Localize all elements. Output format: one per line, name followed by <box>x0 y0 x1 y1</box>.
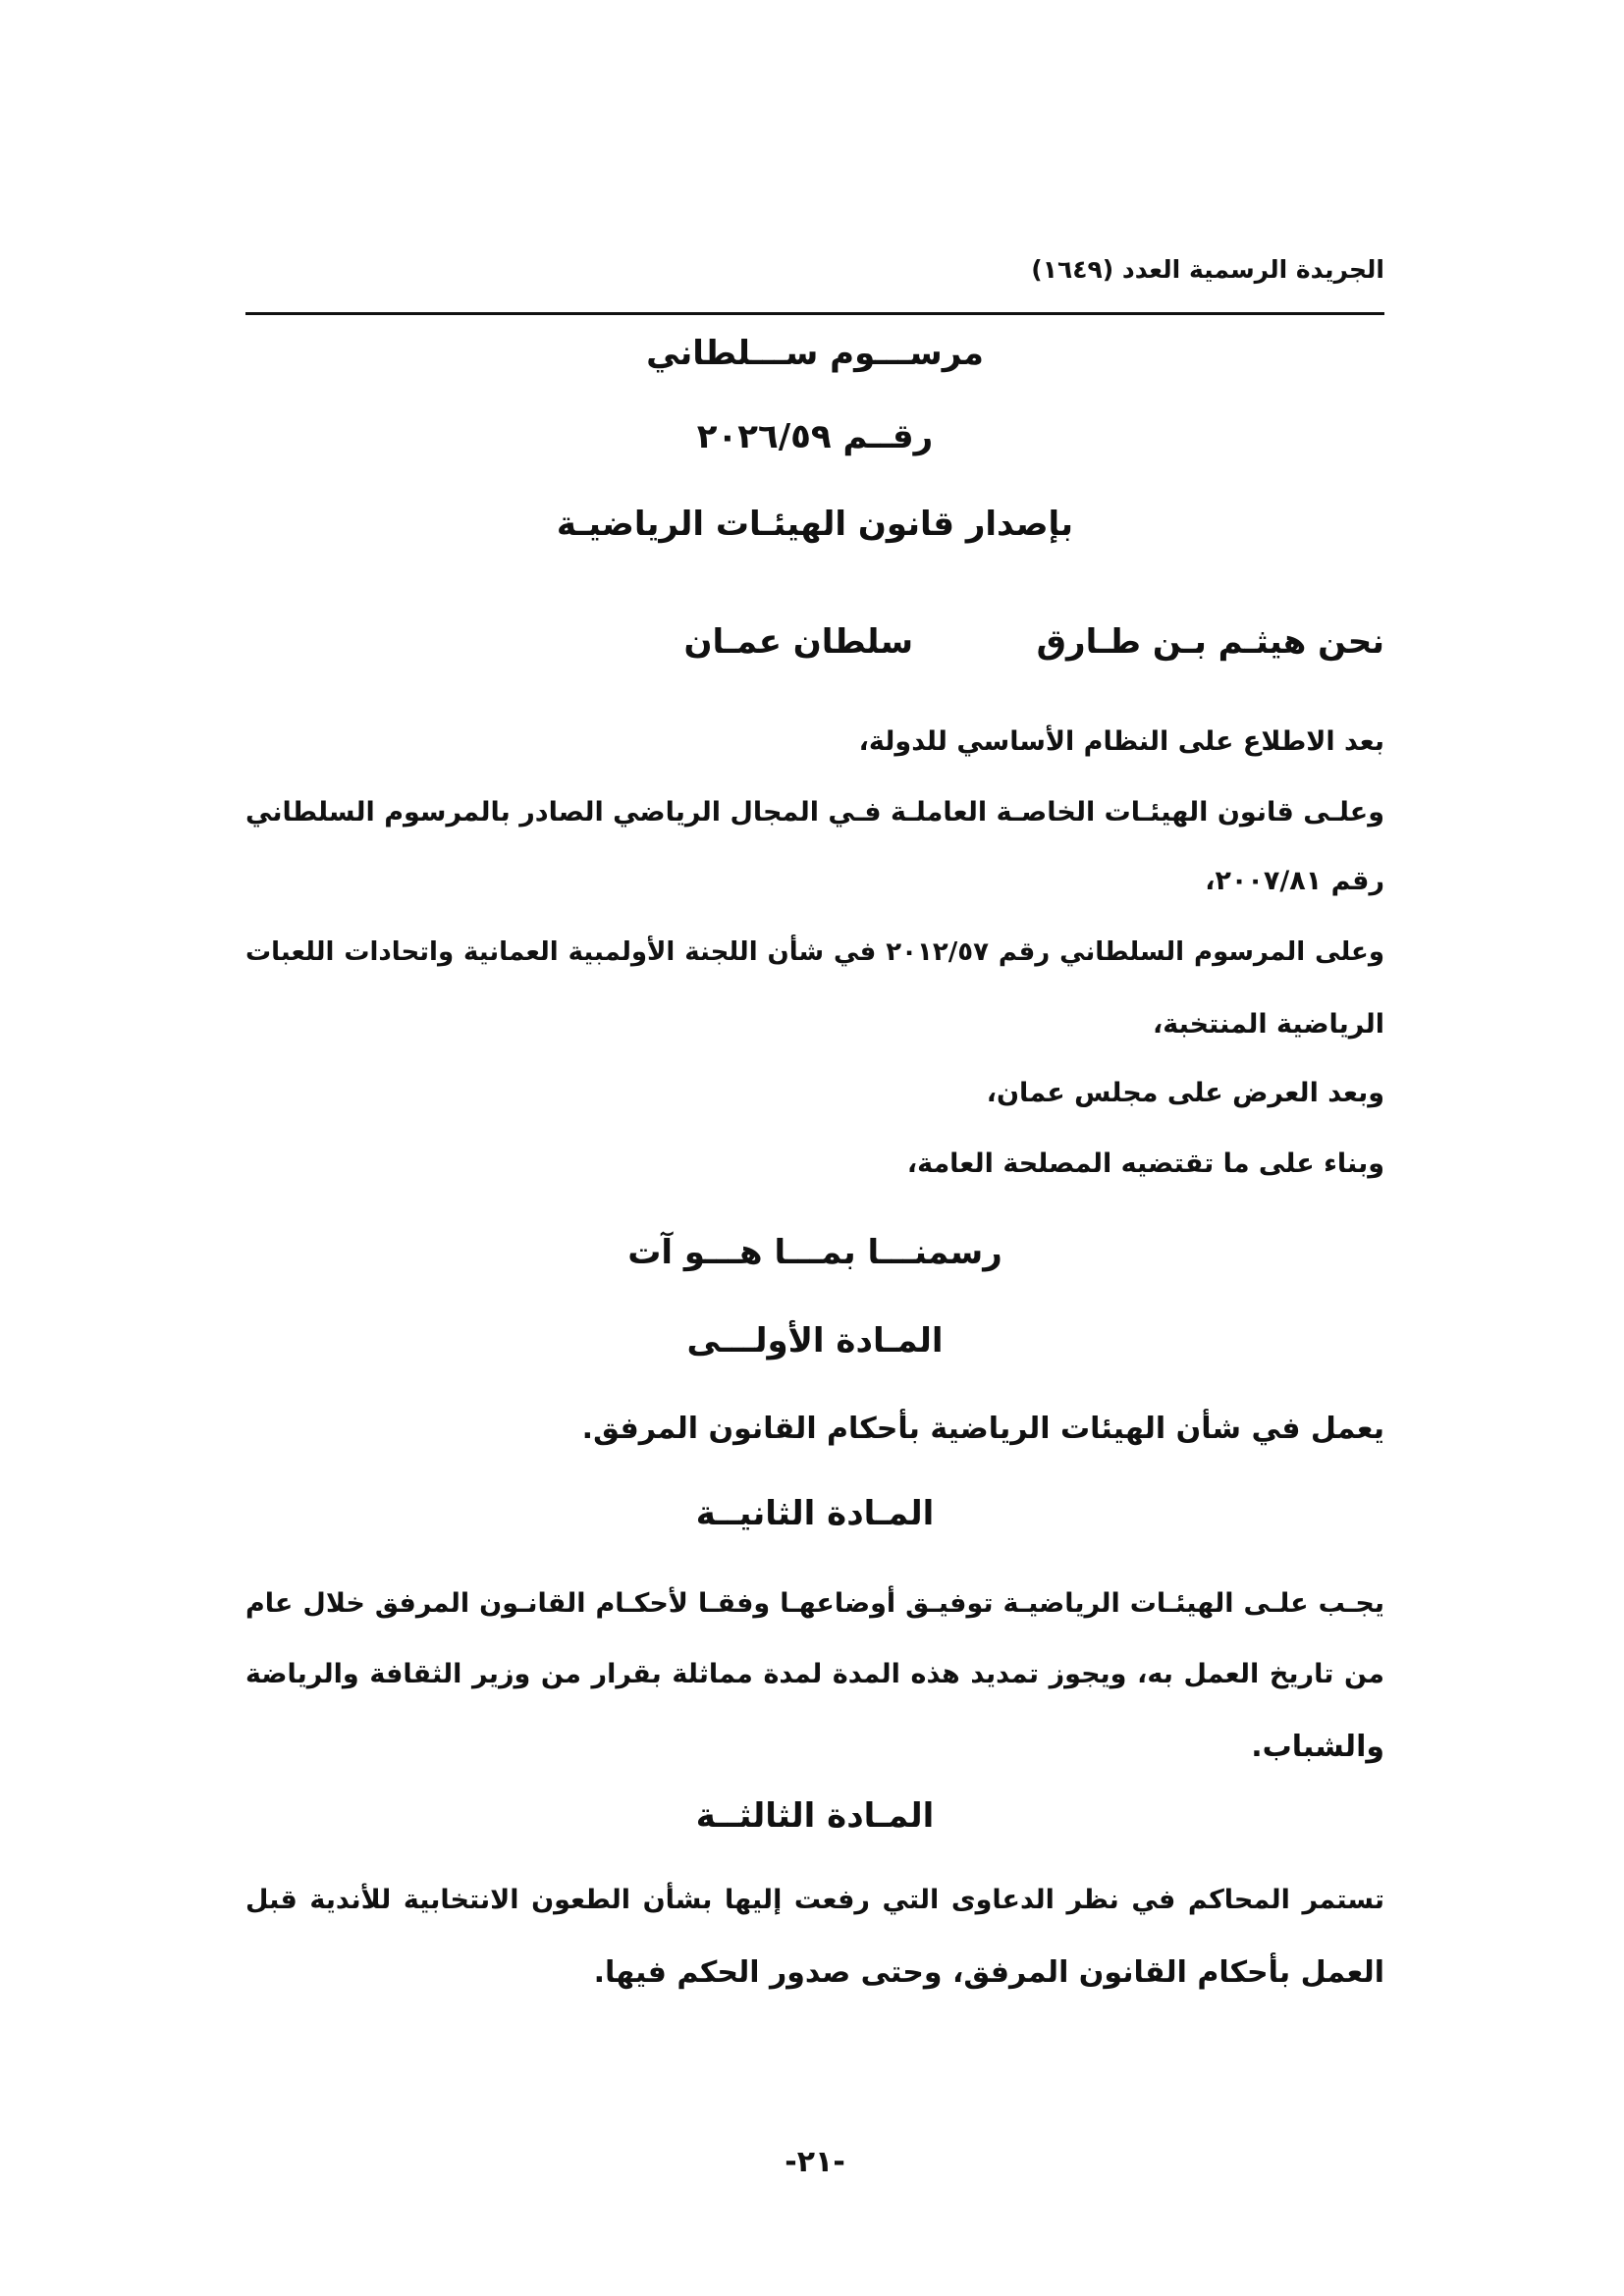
decree-phrase: رسمنـــا بمـــا هـــو آت <box>627 1233 1002 1272</box>
preamble-line: وبناء على ما تقتضيه المصلحة العامة، <box>906 1148 1384 1179</box>
decree-title: مرســـوم ســـلطاني <box>646 334 984 373</box>
signer-title: سلطان عمـان <box>683 622 913 662</box>
page-number: -٢١- <box>785 2145 845 2179</box>
article-heading: المـادة الثانيــة <box>695 1494 935 1533</box>
article-line: يجـب علـى الهيئـات الرياضيـة توفيـق أوضاعهـا وفقـا لأحكـام القانـون المرفق خلال عام <box>245 1588 1384 1619</box>
decree-number: رقــم ٢٠٢٦/٥٩ <box>696 417 934 456</box>
article-heading: المـادة الأولـــى <box>686 1321 944 1361</box>
signer-name: نحن هيثـم بـن طـارق <box>1036 622 1384 662</box>
article-line: العمل بأحكام القانون المرفق، وحتى صدور الحكم فيها. <box>593 1955 1384 1990</box>
preamble-line: رقم ٢٠٠٧/٨١، <box>1205 866 1384 896</box>
decree-subject: بإصدار قانون الهيئـات الرياضيـة <box>556 505 1074 544</box>
article-line: يعمل في شأن الهيئات الرياضية بأحكام القانون المرفق. <box>581 1412 1384 1446</box>
article-line: تستمر المحاكم في نظر الدعاوى التي رفعت إليها بشأن الطعون الانتخابية للأندية قبل <box>245 1885 1384 1915</box>
article-line: والشباب. <box>1251 1730 1384 1764</box>
signer-line <box>245 622 1384 671</box>
header-divider <box>245 312 1384 315</box>
gazette-header: الجريدة الرسمية العدد (١٦٤٩) <box>1031 255 1384 284</box>
article-heading: المـادة الثالثــة <box>695 1796 935 1836</box>
preamble-line: وعلـى قانون الهيئـات الخاصـة العاملـة فـي المجال الرياضي الصادر بالمرسوم السلطاني <box>245 797 1384 828</box>
preamble-line: بعد الاطلاع على النظام الأساسي للدولة، <box>858 726 1384 757</box>
article-line: من تاريخ العمل به، ويجوز تمديد هذه المدة لمدة مماثلة بقرار من وزير الثقافة والرياضة <box>245 1659 1384 1689</box>
preamble-line: وعلى المرسوم السلطاني رقم ٢٠١٢/٥٧ في شأن اللجنة الأولمبية العمانية واتحادات اللعبات <box>245 937 1384 967</box>
preamble-line: الرياضية المنتخبة، <box>1153 1009 1384 1040</box>
preamble-line: وبعد العرض على مجلس عمان، <box>986 1078 1384 1108</box>
